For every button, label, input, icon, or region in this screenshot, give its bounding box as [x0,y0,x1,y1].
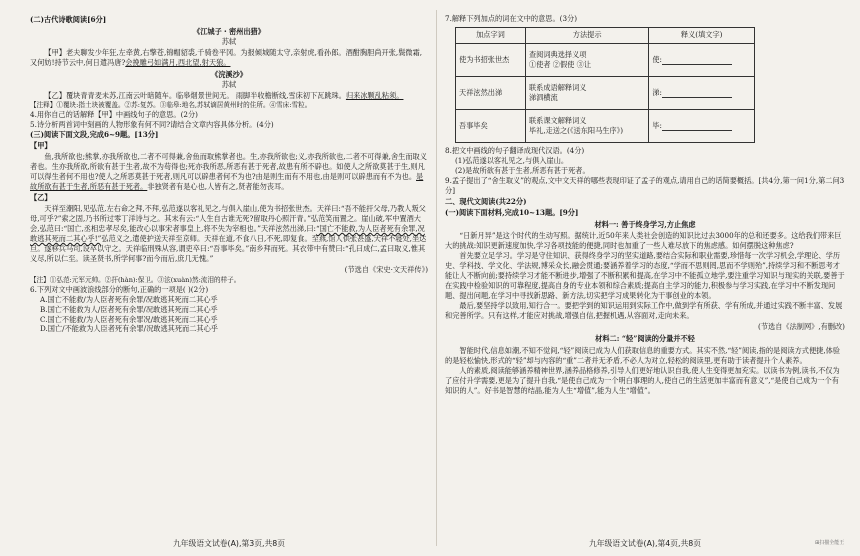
poem-body: 【乙】覆块青青麦未苏,江南云叶暗随车。临皋烟景世间无。 雨脚半收檐断线,雪床初下瓦跳珠。 [44,90,346,100]
answer-blank[interactable] [662,122,732,131]
table-cell-method [525,109,648,142]
material-paragraph: 人的素质,阅读能够涵养精神世界,涵养品格修养,引导人们更好地认识自我,使人生变得更加充实。以读书为例,读书,不仅为了应付升学需要,更是为了提升自我,“是使自己成为一个明白事理的人,使自己的生活更加丰富而有意义”,“是使自己成为一个有知识的人”。好书是智慧的结晶,能为人生“增值”,能为人生“增值”。 [445,365,840,395]
material-label: 材料二: [595,333,620,343]
wavy-line: “国亡不能救,为人臣者死有余罪,况敢逃其死而二其心乎!” [30,223,425,243]
passage-body: 鱼,我所欲也;熊掌,亦我所欲也,二者不可得兼,舍鱼而取熊掌者也。生,亦我所欲也;义,亦我所欲也,二者不可得兼,舍生而取义者也。生亦我所欲,所欲有甚于生者,故不为苟得也;死亦我所恶,所恶有甚于死者,故患有所不辟也。如使人之所欲莫甚于生,则凡可以得生者何不用也?使人之所恶莫甚于死者,则凡可以辟患者何不为也?由是则生而有不用也,由是则可以辟患而有不为也。 [30,152,427,182]
passage-label: 【甲】 [30,141,52,151]
passage-text [30,152,428,192]
material-paragraph: “日新月异”是这个时代的生动写照。据统计,近50年来人类社会创造的知识比过去3000年的总和还要多。这给我们带来巨大的挑战:知识更新速度加快,学习各项技能的便捷,同时也加重了一些人难尽放下的焦虑感。如何摆脱这种焦虑? [445,231,842,251]
source-citation: (节选自《法制网》,有删改) [758,321,845,331]
material-heading [445,220,845,230]
option-c[interactable]: C.国亡不能救/为人臣者死有余罪况/敢逃其死而二其心乎 [40,314,218,324]
method-detail: ①使者 ②假使 ③让 [528,59,592,69]
part-title: 二、现代文阅读(共22分) [445,196,527,206]
question-8-1: (1)弘范遂以客礼见之,与俱入崖山。 [455,155,569,165]
material-paragraph: 首先要立足学习。学习是守住知识、获得终身学习的坚实道路,要结合实际和职业需要,珍惜每一次学习机会,学理论、学历史、学科技、学文化、学法规,博采众长,融会贯通;要涵养着学习的态度,“学而不思则罔,思而不学则殆”,持续学习和不断思考才能让人不断向前;要持续学习才能不断进步,增强了不断积累和提高,在学习中不能孤立地学,要注重学习知识与现实的关联,要善于在实践中检验知识的可靠程度,提高自身的专业本领和综合素质;提高自主学习的能力,积极参与学习实践,在学习中不断发现问题、提出问题,在学习中寻找新思路、新方法,切实把学习成果转化为干事创业的本领。 [445,251,845,301]
option-b[interactable]: B.国亡不能救为人/臣者死有余罪/况敢逃其死而二其心乎 [40,304,218,314]
method-hint: 查阅词典选择义项 [528,50,587,59]
passage-body: 非独贤者有是心也,人皆有之,贤者能勿丧耳。 [147,182,289,192]
material-title: “轻”阅读的分量并不轻 [621,333,695,343]
poem-title: 《江城子・密州出猎》 [193,26,265,36]
section-title: (一)阅读下面材料,完成10~13题。[9分] [445,207,579,217]
question-4: 4.用你自己的话解释【甲】中画线句子的意思。(2分) [30,109,198,119]
method-hint: 联系成语解释词义 [528,83,587,92]
material-paragraph: 智能时代,信息如潮,不知不觉间,“轻”阅读已成为人们获取信息的重要方式。其实不然,“轻”阅读,指的是阅读方式便捷,体验的是轻松愉快,形式的“轻”却与内容的“重”二者并无矛盾,不必人为对立,轻松的阅读里,更有助于读者提升个人素养。 [445,345,840,365]
passage-body: 弘范义之,遣使护送天祥至京师。天祥在道,不食八日,不死,即复食。至燕,馆人供张甚盛,天祥不寝处,坐达旦。遂移兵马司,设卒以守之。天祥临刑殊从容,谓吏卒曰:“吾事毕矣。”南乡拜而死。其衣带中有赞曰:“孔曰成仁,孟曰取义,惟其义尽,所以仁至。读圣贤书,所学何事?而今而后,庶几无愧。” [30,233,427,263]
underlined-line: 归来冰颗乱粘须。 [345,90,404,100]
material-heading [445,334,845,344]
question-9: 9.孟子提出了“舍生取义”的观点,文中文天祥的哪些表现印证了孟子的观点,请用自己的话简要概括。[共4分,第一问1分,第二问3分] [445,175,845,195]
table-cell-answer[interactable] [649,76,755,109]
passage-body: 天祥至潮阳,见弘范,左右命之拜,不拜,弘范遂以客礼见之,与俱入崖山,使为书招张世杰。天祥曰:“吾不能扞父母,乃教人叛父母,可乎?”索之固,乃书所过零丁洋诗与之。其末有云:“人生自古谁无死?留取丹心照汗青。”弘范笑而置之。崖山破,军中置酒大会,弘范曰:“国亡,丞相忠孝尽矣,能改心以事宋者事皇上,将不失为宰相也。”天祥泫然出涕,曰: [30,204,426,233]
poem-author: 苏轼 [221,79,237,89]
table-cell-method [525,76,648,109]
table-row [456,76,755,109]
material-label: 材料一: [594,219,619,229]
poem-title: 《浣溪沙》 [211,69,247,79]
question-7: 7.解释下列加点的词在文中的意思。(3分) [445,14,578,23]
table-cell-answer[interactable] [649,43,755,76]
passage-label: 【乙】 [30,193,52,203]
page-divider [436,10,437,546]
scanner-watermark: ⊞扫描全能王 [815,540,845,546]
question-8-2: (2)是故所欲有甚于生者,所恶有甚于死者。 [455,165,590,175]
question-5: 5.诗分析两首词中刻画的人物形象有何不同?请结合文章内容具体分析。(4分) [30,119,274,129]
table-header: 加点字词 [456,27,526,43]
page-footer: 九年级语文试卷(A),第3页,共8页 [172,539,286,549]
table-cell-word: 天祥泫然出涕 [456,76,526,109]
answer-label: 涕: [652,87,662,97]
poem-text [30,91,428,101]
underlined-line: 是故所欲有甚于生者,所恶有甚于死者。 [30,172,424,192]
question-8: 8.把文中画线的句子翻译成现代汉语。(4分) [445,145,585,155]
table-header: 方法提示 [525,27,648,43]
section-title: (二)古代诗歌阅读[6分] [30,15,107,24]
method-detail: 毕礼,走送之(《送东阳马生序》) [528,125,624,135]
passage-text [30,204,428,264]
source-citation: (节选自《宋史·文天祥传》) [344,264,428,274]
table-cell-word: 吾事毕矣 [456,109,526,142]
poem-text [30,48,428,68]
page-3 [30,14,428,550]
table-header: 释义(填文字) [649,27,755,43]
material-paragraph: 最后,要坚持学以致用,知行合一。要把学到的知识运用到实际工作中,做到学有所获、学有所成,并通过实践不断丰富、发展和完善所学。只有这样,才能应对挑战,增强自信,把握机遇,从容面对,走向未来。 [445,301,843,320]
annotation: 【注释】①覆块:指土块被覆盖。②苏:复苏。③临皋:地名,苏轼谪居黄州时的住所。④雪床:雪粒。 [30,100,312,109]
table-cell-method [525,43,648,76]
poem-author: 苏轼 [221,36,237,46]
table-row [456,43,755,76]
table-cell-word: 使为书招张世杰 [456,43,526,76]
underlined-line: 会挽雕弓如满月,西北望,射天狼。 [125,57,231,67]
answer-blank[interactable] [662,56,732,65]
poem-body: 【甲】老夫聊发少年狂,左牵黄,右擎苍,锦帽貂裘,千骑卷平冈。为报倾城随太守,亲射虎,看孙郎。酒酣胸胆尚开张,鬓微霜,又何妨!持节云中,何日遣冯唐? [30,47,423,67]
answer-blank[interactable] [662,89,732,98]
method-hint: 联系课文解释词义 [528,116,587,125]
table-cell-answer[interactable] [649,109,755,142]
answer-label: 毕: [652,120,662,130]
question-6: 6.下列对文中画波浪线部分的断句,正确的一项是( )(2分) [30,284,209,294]
table-row [456,109,755,142]
method-detail: 涕泗横流 [528,92,558,102]
option-a[interactable]: A.国亡不能救/为人臣者死有余罪/况敢逃其死而二其心乎 [40,294,218,304]
page-4 [445,14,845,550]
material-title: 善于终身学习,方止焦虑 [621,219,696,229]
annotation: 【注】①弘范:元军元帅。②扞(hàn):保卫。③泫(xuàn)然:流泪的样子。 [30,275,241,284]
section-title: (三)阅读下面文段,完成6~9题。[13分] [30,130,159,140]
page-footer: 九年级语文试卷(A),第4页,共8页 [588,539,702,549]
option-d[interactable]: D.国亡/不能救为人臣者死有余罪/况敢逃其死而二其心乎 [40,324,218,334]
gloss-table [455,27,755,143]
answer-label: 使: [652,54,662,64]
